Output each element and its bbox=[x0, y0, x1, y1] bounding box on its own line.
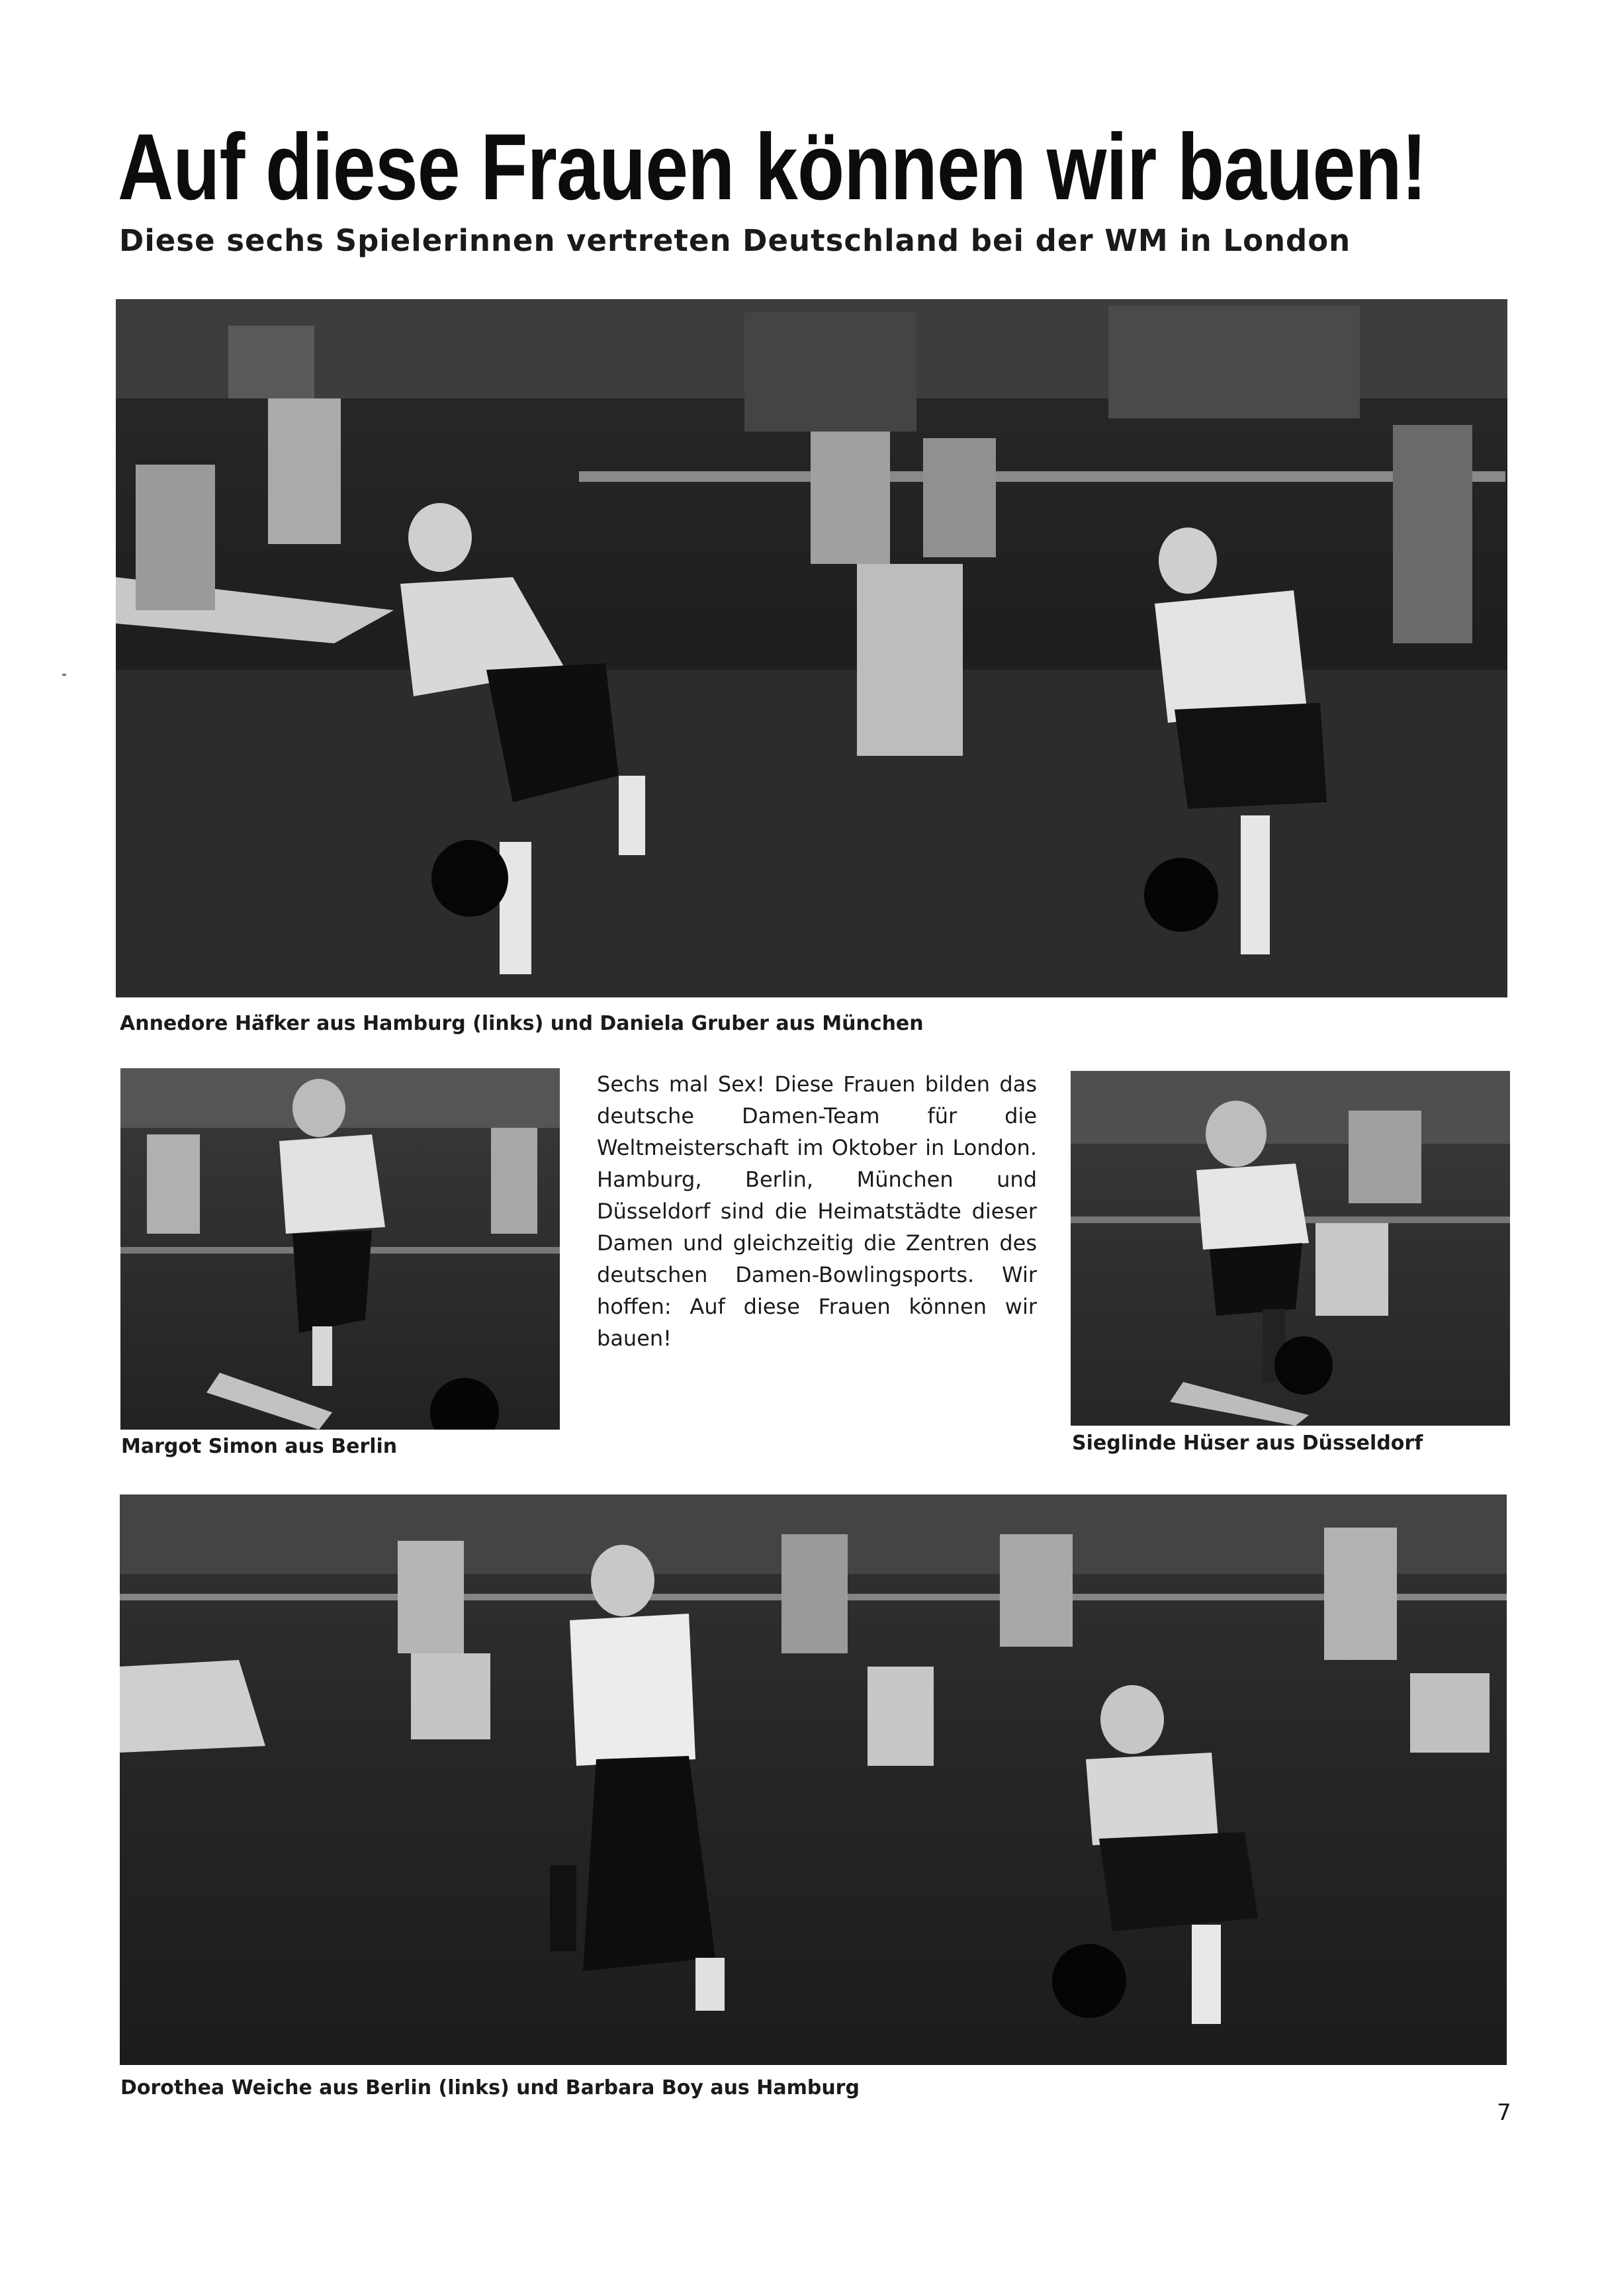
caption-top-photo: Annedore Häfker aus Hamburg (links) und Daniela Gruber aus München bbox=[120, 1012, 924, 1035]
caption-bottom-photo: Dorothea Weiche aus Berlin (links) und Barbara Boy aus Hamburg bbox=[120, 2076, 860, 2099]
photo-middle-right-bowler bbox=[1071, 1071, 1510, 1426]
photo-middle-left-bowler bbox=[120, 1068, 560, 1430]
article-text: Sechs mal Sex! Diese Frauen bilden das deutsche Damen-Team für die Weltmeisterschaft im Oktober in London. Hamburg, Berlin, München und Düsseldorf sind die Heimatstädte dieser Damen und gleichzeitig die Zentren des deutschen Damen-Bowlingsports. Wir hoffen: Auf diese Frauen können wir bauen! bbox=[597, 1072, 1037, 1351]
photo-bottom-bowlers bbox=[120, 1494, 1507, 2065]
caption-middle-left-photo: Margot Simon aus Berlin bbox=[121, 1435, 398, 1458]
page-headline: Auf diese Frauen können wir bauen! bbox=[118, 115, 1427, 220]
caption-middle-right-photo: Sieglinde Hüser aus Düsseldorf bbox=[1072, 1432, 1423, 1455]
photo-top-bowlers bbox=[116, 299, 1507, 997]
scan-speck bbox=[62, 674, 66, 676]
page-subheadline: Diese sechs Spielerinnen vertreten Deutschland bei der WM in London bbox=[119, 223, 1351, 258]
page-number: 7 bbox=[1497, 2099, 1511, 2126]
